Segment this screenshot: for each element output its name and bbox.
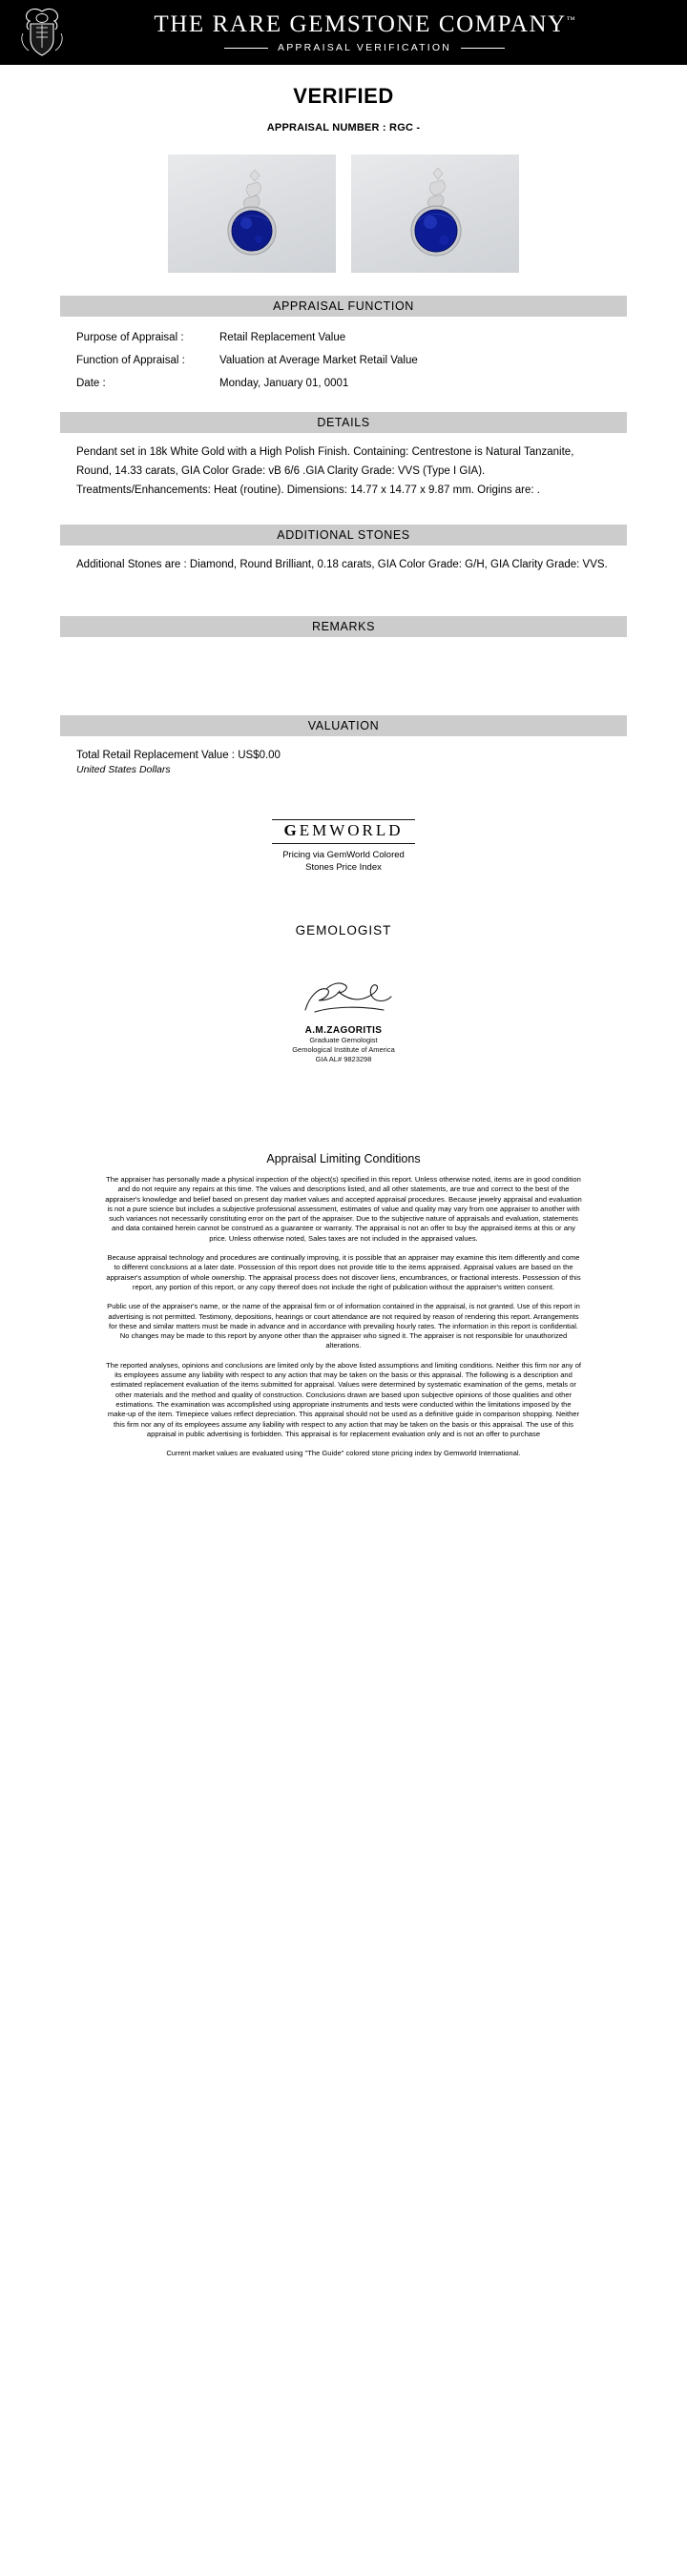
gemworld-block	[0, 819, 687, 874]
section-header-details: DETAILS	[60, 412, 627, 433]
limiting-conditions-paragraph: The appraiser has personally made a physical inspection of the object(s) specified in this report. Unless otherwise noted, items are in good condition and do not require any repairs at this time. The values and descriptions listed, and all other statements, are true and correct to the best of the appraiser's knowledge and belief based on present day market values and accepted appraisal procedures. Because jewelry appraisal and evaluation is not a pure science but includes a subjective professional assessment, estimates of value and quality may vary from one appraiser to another with such variances not necessarily constituting error on the part of the appraiser. Due to the subjective nature of appraisals and evaluation, statements and data contained herein cannot be construed as a guarantee or warranty. The appraisal is not an offer to buy the appraised items at this or any price. Unless otherwise noted, Sales taxes are not included in the appraised values.	[105, 1175, 582, 1243]
divider-right	[461, 48, 505, 49]
trademark-mark: ™	[566, 14, 575, 25]
gem-photo-1	[168, 155, 336, 273]
gemworld-logo-initial: G	[283, 821, 300, 839]
valuation-total-value: US$0.00	[238, 750, 281, 761]
document-header	[0, 0, 687, 65]
gemologist-name: A.M.ZAGORITIS	[304, 1025, 383, 1036]
function-value: Valuation at Average Market Retail Value	[219, 355, 418, 366]
purpose-label: Purpose of Appraisal :	[76, 332, 184, 343]
limiting-conditions-title: Appraisal Limiting Conditions	[266, 1152, 421, 1165]
gem-photo-2	[351, 155, 519, 273]
valuation-currency-note: United States Dollars	[76, 764, 171, 775]
section-header-gemologist: GEMOLOGIST	[295, 923, 392, 938]
section-header-appraisal-function: APPRAISAL FUNCTION	[60, 296, 627, 317]
details-body: Pendant set in 18k White Gold with a High Polish Finish. Containing: Centrestone is Natural Tanzanite, Round, 14.33 carats, GIA Color Grade: vB 6/6 .GIA Clarity Grade: VVS (Type I GIA). Treatments/Enhancements: Heat (routine). Dimensions: 14.77 x 14.77 x 9.87 mm. Origins are: .	[76, 446, 574, 496]
limiting-conditions-paragraph: Public use of the appraiser's name, or the name of the appraisal firm or of information contained in the appraisal, is not granted. Use of this report in advertising is not permitted. Testimony, depositions, hearings or court attendance are not required by reason of rendering this report. Arrangements for these and similar matters must be made in advance and in accordance with prevailing hourly rates. The information in this report is confidential. No changes may be made to this report by anyone other than the appraiser who signed it. The appraiser is not responsible for unauthorized alterations.	[107, 1302, 580, 1350]
brand-title	[80, 11, 649, 38]
additional-stones-body: Additional Stones are : Diamond, Round Brilliant, 0.18 carats, GIA Color Grade: G/H, GIA Clarity Grade: VVS.	[76, 559, 608, 570]
header-titles	[80, 11, 687, 54]
brand-name: THE RARE GEMSTONE COMPANY	[154, 10, 567, 37]
valuation-total-label: Total Retail Replacement Value :	[76, 750, 235, 761]
handwritten-signature	[0, 978, 687, 1023]
gem-photos	[0, 155, 687, 273]
remarks-body	[76, 637, 611, 715]
brand-subtitle	[80, 42, 649, 53]
limiting-conditions-paragraph: Because appraisal technology and procedures are continually improving, it is possible that an appraiser may examine this item differently and come to different conclusions at a later date. Possession of this report does not provide title to the items appraised. Appraisal values are based on the appraiser's assumption of whole ownership. The appraisal process does not discover liens, encumbrances, or fractional interests. Possession of this report, any portion of this report, or any copy thereof does not include the right of publication without the appraiser's written consent.	[106, 1253, 581, 1291]
heraldic-crest-icon	[17, 5, 67, 60]
gemworld-caption	[0, 849, 687, 874]
limiting-conditions-paragraph: The reported analyses, opinions and conclusions are limited only by the above listed assumptions and limiting conditions. Neither this firm nor any of its employees assume any liability with respect to any action that may be taken on the basis or this appraisal. The following is a description and estimated replacement evaluation of the items submitted for appraisal. Values were determined by systematic examination of the gems, metals or other materials and the method and quality of construction. Conclusions drawn are based upon subjective opinions of those qualities and other estimations. The examination was accomplished using appropriate instruments and tests were conducted within the limitations imposed by the make-up of the item. Timepiece values reflect depreciation. This appraisal should not be used as a definitive guide in comparison shopping. Neither this firm nor any of its employees assume any liability with respect to any action that may be taken on the basis or this appraisal. The use of this appraisal in public advertising is forbidden. This appraisal is for replacement evaluation only and is not an offer to purchase	[105, 1360, 582, 1438]
purpose-value: Retail Replacement Value	[219, 332, 346, 343]
function-label: Function of Appraisal :	[76, 355, 185, 366]
gemworld-logo	[278, 821, 408, 842]
function-row	[76, 351, 611, 370]
section-header-remarks: REMARKS	[60, 616, 627, 637]
section-header-valuation: VALUATION	[60, 715, 627, 736]
verified-title: VERIFIED	[293, 84, 394, 108]
limiting-conditions-body	[105, 1165, 582, 1458]
appraisal-function-body	[76, 317, 611, 393]
gemworld-caption-line-1: Pricing via GemWorld Colored	[282, 850, 405, 860]
gemologist-institute: Gemological Institute of America	[292, 1045, 395, 1054]
gemworld-caption-line-2: Stones Price Index	[305, 862, 382, 873]
appraisal-number: APPRAISAL NUMBER : RGC -	[266, 122, 421, 134]
date-row	[76, 374, 611, 393]
valuation-body	[76, 736, 611, 775]
section-header-additional-stones: ADDITIONAL STONES	[60, 525, 627, 546]
purpose-row	[76, 328, 611, 347]
date-value: Monday, January 01, 0001	[219, 378, 349, 389]
verified-block	[0, 65, 687, 134]
date-label: Date :	[76, 378, 106, 389]
gemworld-logo-rest: EMWORLD	[299, 821, 404, 839]
divider-left	[224, 48, 268, 49]
gemologist-title-line: Graduate Gemologist	[309, 1036, 378, 1044]
limiting-conditions-paragraph: Current market values are evaluated using "The Guide" colored stone pricing index by Gemworld International.	[166, 1449, 521, 1458]
gemworld-logo-frame	[272, 819, 415, 844]
footer-spacer	[0, 1458, 687, 1496]
gemologist-license: GIA AL# 9823298	[315, 1055, 372, 1063]
subbrand-text: APPRAISAL VERIFICATION	[277, 42, 451, 54]
